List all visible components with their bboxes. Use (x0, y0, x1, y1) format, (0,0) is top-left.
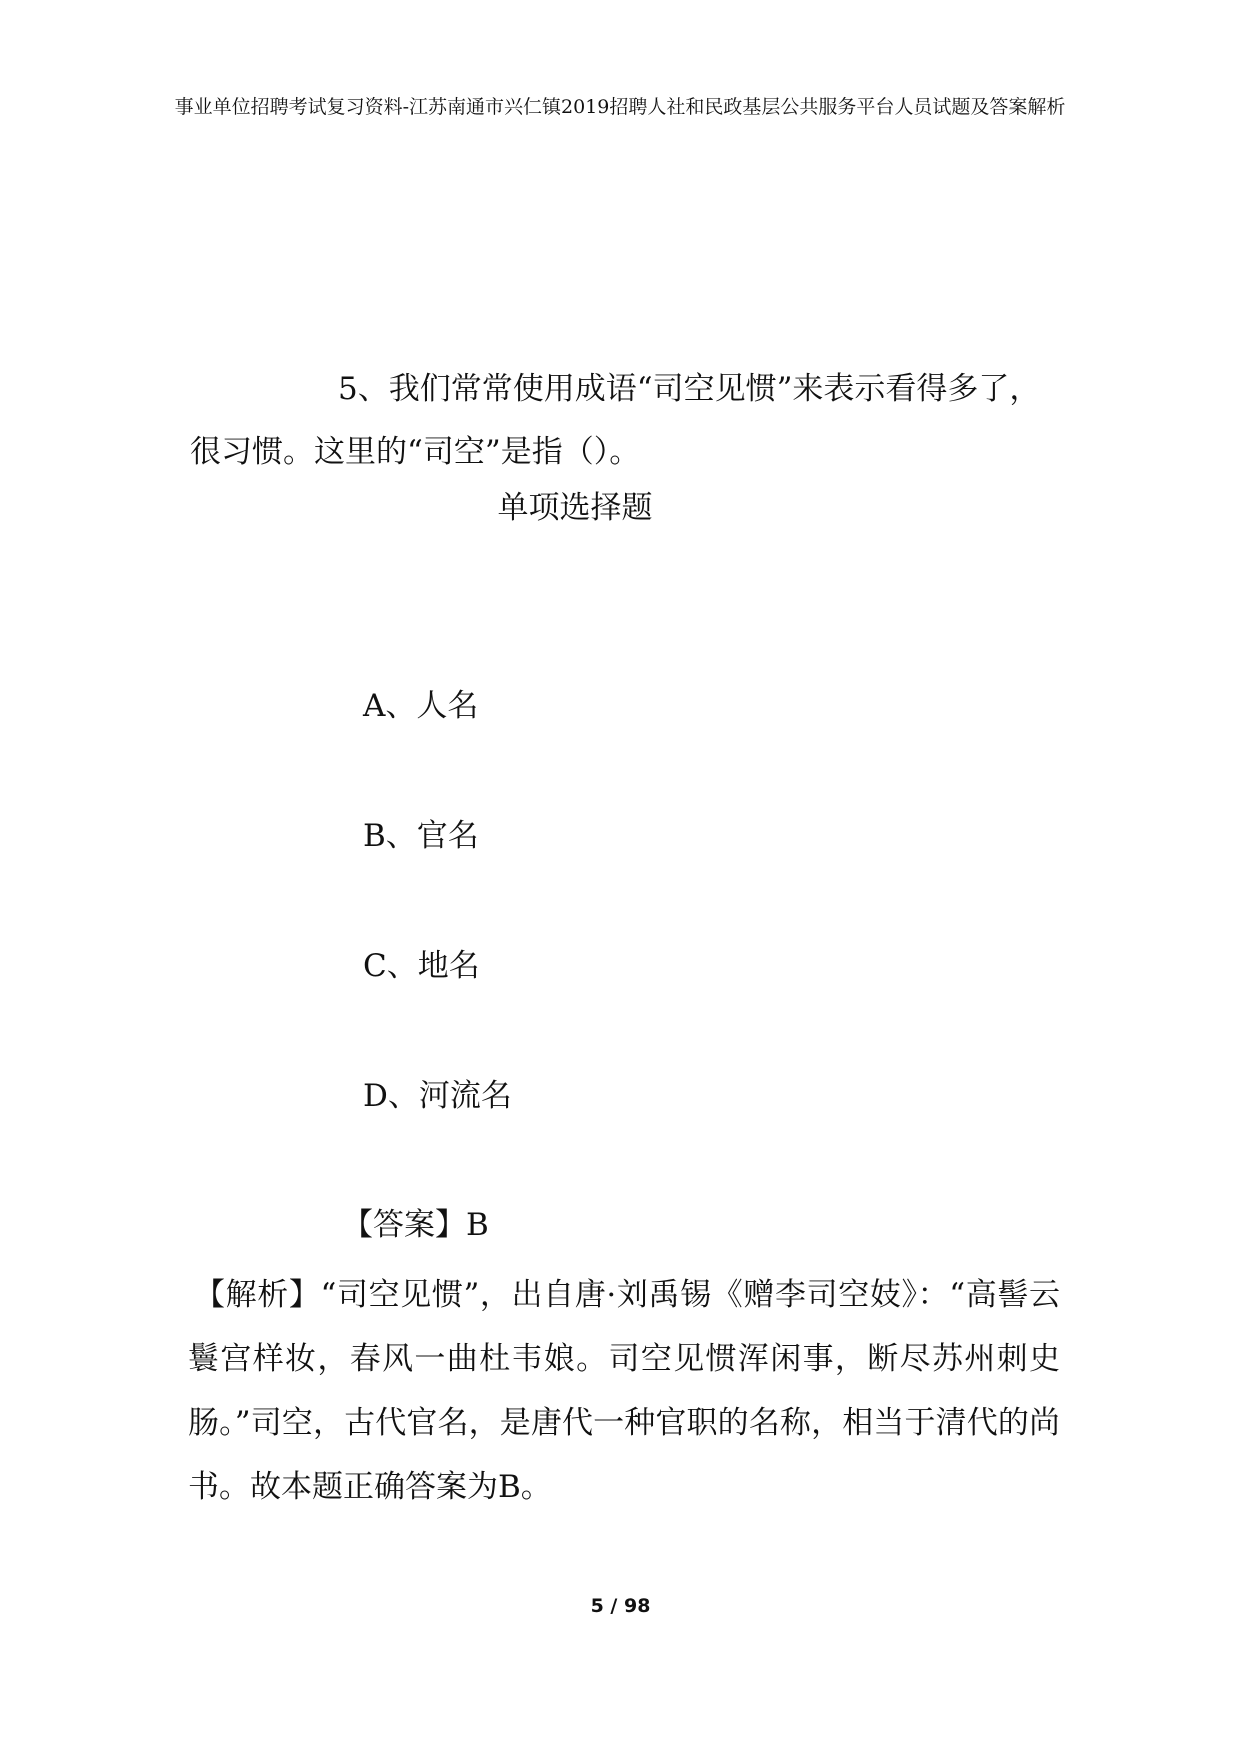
option-b: B、官名 (363, 818, 479, 854)
option-d: D、河流名 (363, 1078, 512, 1114)
question-text: 5、我们常常使用成语“司空见惯”来表示看得多了，很习惯。这里的“司空”是指（）。 (190, 371, 1041, 470)
document-header-title: 事业单位招聘考试复习资料-江苏南通市兴仁镇2019招聘人社和民政基层公共服务平台人员试题及答案解析 (174, 96, 1066, 118)
page-number: 5 / 98 (590, 1595, 651, 1617)
option-a: A、人名 (363, 688, 479, 724)
answer-line: 【答案】B (342, 1207, 489, 1243)
analysis-paragraph: 【解析】“司空见惯”，出自唐·刘禹锡《赠李司空妓》：“高髻云鬟宫样妆，春风一曲杜韦娘。司空见惯浑闲事，断尽苏州刺史肠。”司空，古代官名，是唐代一种官职的名称，相当于清代的尚书。故本题正确答案为B。 (188, 1277, 1060, 1505)
question-type: 单项选择题 (497, 490, 653, 526)
option-c: C、地名 (363, 948, 480, 984)
